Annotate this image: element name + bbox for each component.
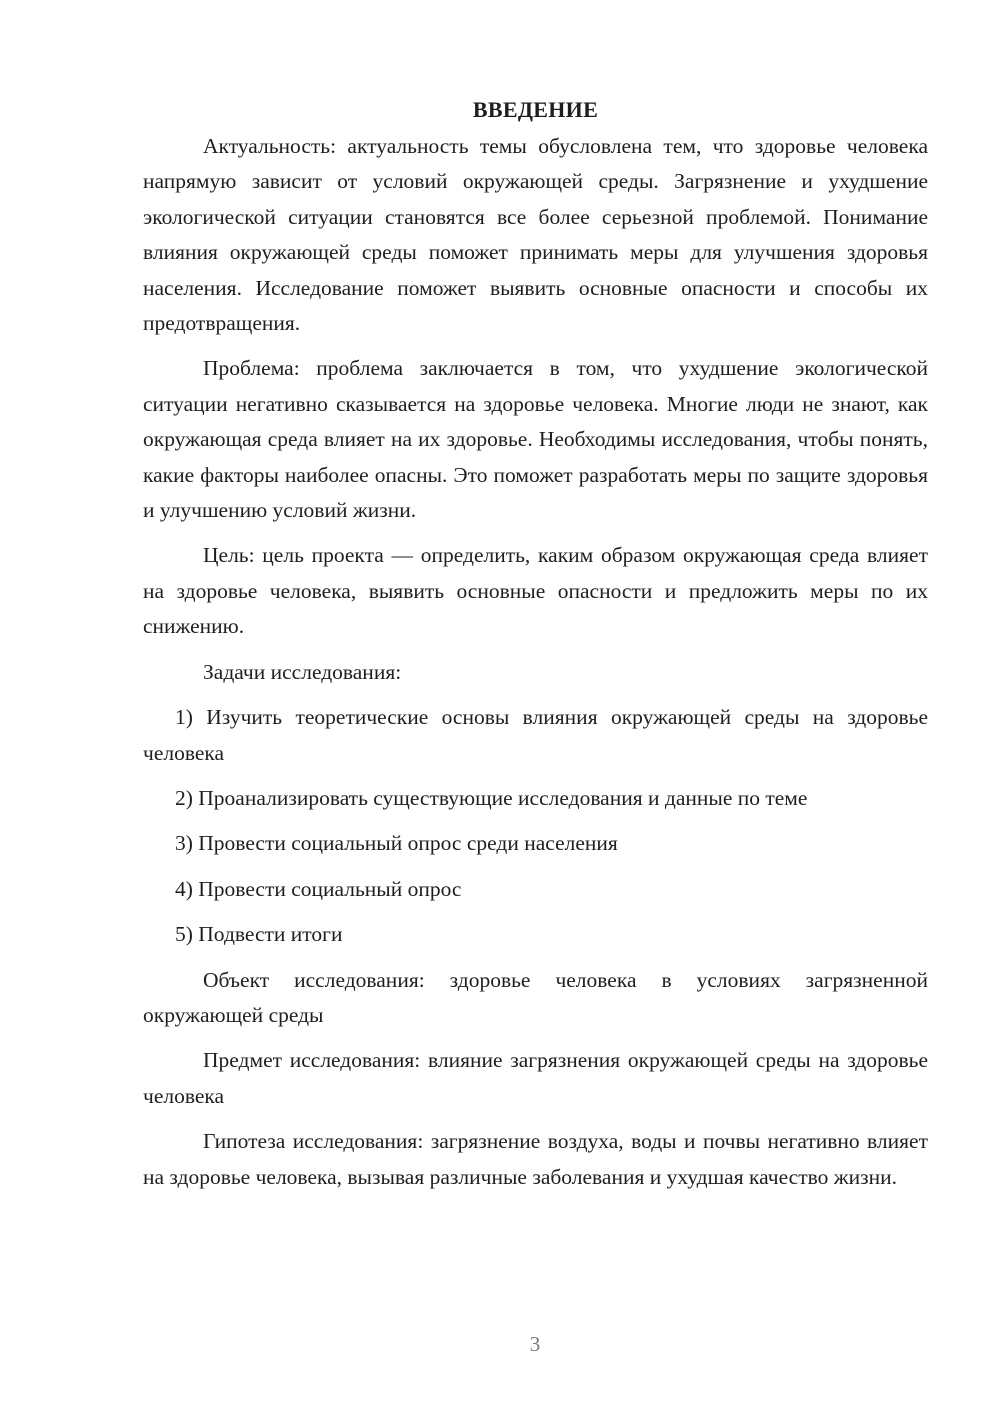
section-title: ВВЕДЕНИЕ [472, 97, 599, 122]
object-paragraph: Объект исследования: здоровье человека в условиях загрязненной окружающей среды [143, 967, 928, 1027]
tasks-list [143, 700, 928, 952]
list-item: 5) Подвести итоги [175, 922, 343, 947]
list-item: 1) Изучить теоретические основы влияния окружающей среды на здоровье человека [143, 705, 928, 765]
document-page [143, 95, 928, 1205]
problem-paragraph: Проблема: проблема заключается в том, что ухудшение экологической ситуации негативно сказывается на здоровье человека. Многие люди не знают, как окружающая среда влияет на их здоровье. Необходимы исследования, чтобы понять, какие факторы наиболее опасны. Это поможет разработать меры по защите здоровья и улучшению условий жизни. [143, 356, 928, 523]
hypothesis-paragraph: Гипотеза исследования: загрязнение воздуха, воды и почвы негативно влияет на здоровье человека, вызывая различные заболевания и ухудшая качество жизни. [143, 1129, 928, 1189]
subject-paragraph: Предмет исследования: влияние загрязнения окружающей среды на здоровье человека [143, 1048, 928, 1108]
list-item: 2) Проанализировать существующие исследования и данные по теме [175, 785, 808, 810]
list-item: 4) Провести социальный опрос [175, 876, 462, 901]
goal-paragraph: Цель: цель проекта — определить, каким образом окружающая среда влияет на здоровье человека, выявить основные опасности и предложить меры по их снижению. [143, 543, 928, 639]
page-number: 3 [529, 1332, 541, 1356]
list-item: 3) Провести социальный опрос среди населения [175, 831, 618, 856]
tasks-heading: Задачи исследования: [203, 659, 402, 684]
relevance-paragraph: Актуальность: актуальность темы обусловлена тем, что здоровье человека напрямую зависит от условий окружающей среды. Загрязнение и ухудшение экологической ситуации становятся все более серьезной проблемой. Понимание влияния окружающей среды поможет принимать меры для улучшения здоровья населения. Исследование поможет выявить основные опасности и способы их предотвращения. [143, 134, 928, 336]
